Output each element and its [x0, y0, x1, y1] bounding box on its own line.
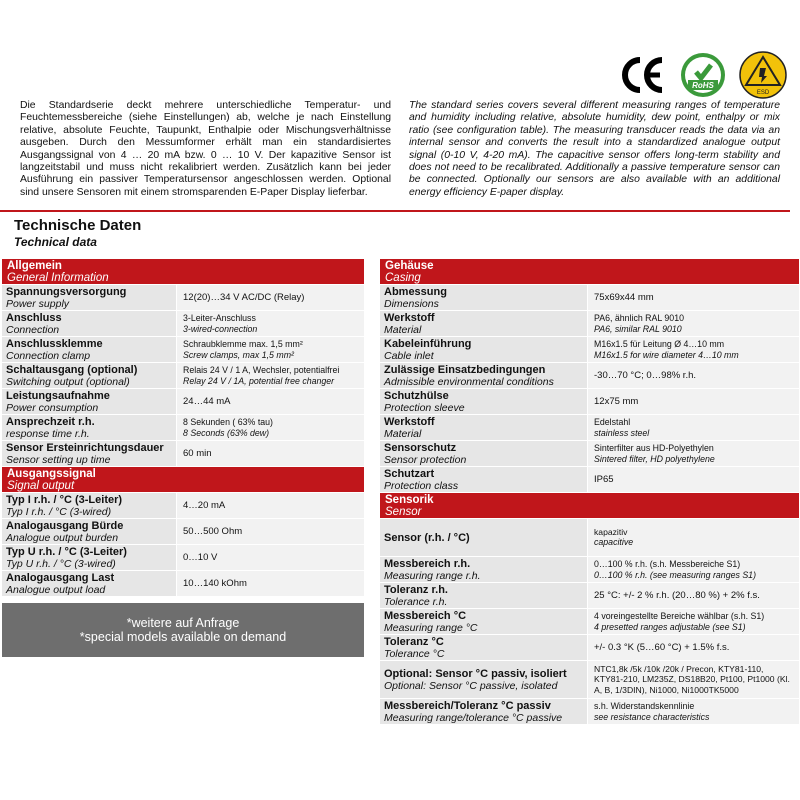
spec-label: [2, 311, 176, 336]
english-text: Optional: Sensor °C passive, isolated: [384, 679, 558, 692]
spec-value: [177, 571, 364, 596]
ce-mark-icon: [618, 50, 668, 100]
value-primary: 25 °C: +/- 2 % r.h. (20…80 %) + 2% f.s.: [594, 590, 760, 601]
spec-value: [588, 467, 799, 492]
value-secondary: 3-wired-connection: [183, 323, 258, 334]
english-text: Protection sleeve: [384, 402, 465, 414]
intro-english: The standard series covers several different measuring ranges of temperature and humidity including relative, absolute humidity, dew point, enthalpy or mix ratio (see configuration table). The measuring transducer reads the data via an internal sensor and converts the result into a standardized analogue output signal (0-10 V, 4-20 mA). The capacitive sensor offers long-term stability and does not need to be recalibrated. Additionally a passive temperature sensor can be connected. Optionally our sensors are also available with an additional energy efficiency E-paper display.: [409, 100, 780, 198]
english-text: Tolerance r.h.: [384, 596, 448, 608]
english-text: Cable inlet: [384, 350, 434, 362]
value-secondary: see resistance characteristics: [594, 711, 710, 722]
value-primary: Schraubklemme max. 1,5 mm²: [183, 338, 303, 349]
english-text: response time r.h.: [6, 428, 90, 440]
spec-value: [588, 635, 799, 660]
spec-row-material: [380, 311, 799, 337]
german-text: Sensorik: [385, 494, 434, 506]
spec-label: [380, 389, 587, 414]
value-primary: Edelstahl: [594, 416, 631, 427]
spec-row-output-load: [2, 571, 364, 597]
german-text: Messbereich/Toleranz °C passiv: [384, 700, 551, 712]
value-secondary: PA6, similar RAL 9010: [594, 323, 682, 334]
spec-label: [380, 311, 587, 336]
value-primary: IP65: [594, 474, 614, 485]
value-secondary: Screw clamps, max 1,5 mm²: [183, 349, 294, 360]
esd-warning-icon: [738, 50, 788, 100]
spec-label: [380, 583, 587, 608]
german-text: Messbereich r.h.: [384, 558, 471, 570]
german-text: Messbereich °C: [384, 610, 467, 622]
value-primary: 8 Sekunden ( 63% tau): [183, 416, 273, 427]
english-text: Analogue output load: [6, 584, 106, 596]
spec-value: [588, 557, 799, 582]
spec-row-protection-class: [380, 467, 799, 493]
spec-label: [380, 699, 587, 724]
spec-label: [380, 635, 587, 660]
spec-value: [588, 311, 799, 336]
spec-label: [380, 363, 587, 388]
section-heading: [14, 218, 141, 249]
english-text: Typ U r.h. / °C (3-wired): [6, 558, 116, 570]
english-text: Sensor setting up time: [6, 454, 111, 466]
english-text: Switching output (optional): [6, 376, 130, 388]
special-models-note: [2, 603, 364, 657]
spec-row-tolerance-rh: [380, 583, 799, 609]
value-primary: 0…10 V: [183, 552, 218, 563]
spec-label: [380, 557, 587, 582]
german-text: Schutzhülse: [384, 390, 449, 402]
value-secondary: 8 Seconds (63% dew): [183, 427, 270, 438]
spec-row-passive-range: [380, 699, 799, 725]
spec-row-type-u: [2, 545, 364, 571]
value-secondary: Relay 24 V / 1A, potential free changer: [183, 375, 335, 386]
english-text: Material: [384, 324, 422, 336]
spec-row-sensor-protection: [380, 441, 799, 467]
value-primary: kapazitiv: [594, 526, 628, 537]
spec-value: [177, 337, 364, 362]
german-text: Sensor Ersteinrichtungsdauer: [6, 442, 164, 454]
spec-row-cable-inlet: [380, 337, 799, 363]
german-text: Analogausgang Bürde: [6, 520, 124, 532]
german-text: Optional: Sensor °C passiv, isoliert: [384, 667, 567, 680]
value-primary: NTC1,8k /5k /10k /20k / Precon, KTY81-110, KTY81-210, LM235Z, DS18B20, Pt100, Pt1000 (Kl. A, B, 1/3DIN), Ni1000, Ni1000TK5000: [594, 663, 790, 695]
german-text: Schaltausgang (optional): [6, 364, 138, 376]
certification-logos: [618, 50, 788, 100]
spec-value: [177, 363, 364, 388]
value-primary: -30…70 °C; 0…98% r.h.: [594, 370, 697, 381]
spec-value: [177, 389, 364, 414]
english-text: Analogue output burden: [6, 532, 119, 544]
spec-label: [380, 285, 587, 310]
value-secondary: Sintered filter, HD polyethylene: [594, 453, 715, 464]
text: *weitere auf Anfrage: [126, 616, 240, 630]
spec-row-connection-clamp: [2, 337, 364, 363]
spec-row-output-burden: [2, 519, 364, 545]
german-text: Spannungsversorgung: [6, 286, 127, 298]
spec-row-range-temp: [380, 609, 799, 635]
value-primary: s.h. Widerstandskennlinie: [594, 700, 695, 711]
spec-value: [588, 285, 799, 310]
english-text: Protection class: [384, 480, 459, 492]
english-text: Measuring range °C: [384, 622, 478, 634]
spec-label: [2, 493, 176, 518]
english-text: Sensor: [385, 506, 422, 518]
value-secondary: stainless steel: [594, 427, 650, 438]
value-primary: 4 voreingestellte Bereiche wählbar (s.h. S1): [594, 610, 765, 621]
value-primary: +/- 0.3 °K (5…60 °C) + 1.5% f.s.: [594, 642, 730, 653]
german-text: Anschlussklemme: [6, 338, 103, 350]
value-primary: 0…100 % r.h. (s.h. Messbereiche S1): [594, 558, 741, 569]
spec-value: [177, 285, 364, 310]
spec-label: [2, 415, 176, 440]
english-text: Dimensions: [384, 298, 439, 310]
value-primary: 50…500 Ohm: [183, 526, 243, 537]
english-text: Signal output: [7, 480, 75, 492]
spec-row-protection-sleeve: [380, 389, 799, 415]
spec-label: [380, 415, 587, 440]
intro-german: Die Standardserie deckt mehrere unterschiedliche Temperatur- und Feuchtemessbereiche (siehe Einstellungen) ab, welche je nach Einstellung relative, absolute Feuchte, Taupunkt, Enthalpie oder Mischungsverhältnisse ausgeben. Durch den Messumformer erhält man ein standardisiertes Ausgangssignal von 4 … 20 mA bzw. 0 … 10 V. Der kapazitive Sensor ist langzeitstabil und muss nicht rekalibriert werden. Zusätzlich kann bei jeder Ausführung ein passiver Temperatursensor angeschlossen werden. Optional sind unsere Sensoren mit einem stromsparenden E-Paper Display lieferbar.: [20, 100, 391, 198]
spec-value: [177, 493, 364, 518]
english-text: Measuring range/tolerance °C passive: [384, 712, 563, 724]
spec-value: [588, 609, 799, 634]
spec-label: [380, 337, 587, 362]
spec-label: [2, 389, 176, 414]
spec-row-type-i: [2, 493, 364, 519]
spec-row-tolerance-temp: [380, 635, 799, 661]
spec-row-environment: [380, 363, 799, 389]
spec-row-setup-time: [2, 441, 364, 467]
german-text: Zulässige Einsatzbedingungen: [384, 364, 546, 376]
text: *special models available on demand: [79, 630, 287, 644]
svg-text:ESD: ESD: [756, 90, 770, 96]
spec-value: [177, 311, 364, 336]
casing-header: [380, 259, 799, 285]
value-primary: 12x75 mm: [594, 396, 639, 407]
english-text: Power supply: [6, 298, 70, 310]
spec-value: [588, 337, 799, 362]
spec-label: [2, 363, 176, 388]
spec-label: [2, 545, 176, 570]
spec-row-response-time: [2, 415, 364, 441]
german-text: Ausgangssignal: [7, 468, 96, 480]
spec-row-power-supply: [2, 285, 364, 311]
general-header: [2, 259, 364, 285]
spec-label: [380, 467, 587, 492]
german-text: Kabeleinführung: [384, 338, 472, 350]
german-text: Ansprechzeit r.h.: [6, 416, 95, 428]
spec-row-power-consumption: [2, 389, 364, 415]
spec-row-connection: [2, 311, 364, 337]
value-primary: M16x1.5 für Leitung Ø 4…10 mm: [594, 338, 725, 349]
value-primary: Sinterfilter aus HD-Polyethylen: [594, 442, 714, 453]
english-text: Tolerance °C: [384, 648, 445, 660]
value-primary: 12(20)…34 V AC/DC (Relay): [183, 292, 305, 303]
value-secondary: 4 presetted ranges adjustable (see S1): [594, 621, 746, 632]
spec-label: [380, 441, 587, 466]
english-text: Casing: [385, 272, 421, 284]
spec-value: [588, 519, 799, 556]
value-primary: 10…140 kOhm: [183, 578, 247, 589]
section-title-en: Technical data: [14, 235, 97, 249]
spec-row-range-rh: [380, 557, 799, 583]
value-secondary: capacitive: [594, 537, 634, 548]
german-text: Leistungsaufnahme: [6, 390, 110, 402]
spec-value: [588, 441, 799, 466]
english-text: General Information: [7, 272, 109, 284]
value-secondary: 0…100 % r.h. (see measuring ranges S1): [594, 569, 757, 580]
value-secondary: M16x1.5 for wire diameter 4…10 mm: [594, 349, 739, 360]
spec-value: [177, 519, 364, 544]
svg-text:RoHS: RoHS: [692, 81, 714, 90]
value-primary: 24…44 mA: [183, 396, 231, 407]
spec-value: [588, 699, 799, 724]
intro-text: [20, 100, 780, 199]
rohs-logo-icon: [678, 50, 728, 100]
value-primary: 60 min: [183, 448, 212, 459]
german-text: Anschluss: [6, 312, 62, 324]
spec-label: [2, 571, 176, 596]
german-text: Allgemein: [7, 260, 62, 272]
english-text: Admissible environmental conditions: [384, 376, 554, 388]
spec-value: [177, 441, 364, 466]
value-primary: 3-Leiter-Anschluss: [183, 312, 256, 323]
section-divider: [0, 210, 790, 212]
value-primary: 4…20 mA: [183, 500, 226, 511]
english-text: Sensor protection: [384, 454, 467, 466]
german-text: Typ U r.h. / °C (3-Leiter): [6, 546, 127, 558]
spec-label: [380, 661, 587, 698]
german-text: Typ I r.h. / °C (3-Leiter): [6, 494, 123, 506]
spec-value: [588, 583, 799, 608]
german-text: Werkstoff: [384, 312, 435, 324]
spec-row-dimensions: [380, 285, 799, 311]
section-title-de: Technische Daten: [14, 217, 142, 234]
german-text: Toleranz r.h.: [384, 584, 448, 596]
spec-value: [588, 415, 799, 440]
german-text: Sensorschutz: [384, 442, 457, 454]
left-column: [2, 259, 364, 657]
german-text: Toleranz °C: [384, 636, 444, 648]
spec-row-passive-sensor: [380, 661, 799, 699]
german-text: Analogausgang Last: [6, 572, 115, 584]
english-text: Typ I r.h. / °C (3-wired): [6, 506, 112, 518]
spec-label: [2, 441, 176, 466]
spec-value: [588, 363, 799, 388]
english-text: Connection clamp: [6, 350, 91, 362]
spec-row-switching-output: [2, 363, 364, 389]
spec-label: [2, 519, 176, 544]
german-text: Schutzart: [384, 468, 435, 480]
english-text: Connection: [6, 324, 60, 336]
spec-label: [2, 337, 176, 362]
german-text: Abmessung: [384, 286, 447, 298]
english-text: Measuring range r.h.: [384, 570, 481, 582]
value-primary: 75x69x44 mm: [594, 292, 654, 303]
right-column: [380, 259, 799, 725]
sensor-header: [380, 493, 799, 519]
spec-value: [177, 415, 364, 440]
spec-row-sleeve-material: [380, 415, 799, 441]
spec-label: [380, 519, 587, 556]
value-primary: PA6, ähnlich RAL 9010: [594, 312, 684, 323]
english-text: Power consumption: [6, 402, 99, 414]
spec-value: [588, 661, 799, 698]
spec-row-sensor-type: [380, 519, 799, 557]
german-text: Sensor (r.h. / °C): [384, 531, 470, 544]
english-text: Material: [384, 428, 422, 440]
spec-value: [177, 545, 364, 570]
value-primary: Relais 24 V / 1 A, Wechsler, potentialfrei: [183, 364, 340, 375]
german-text: Werkstoff: [384, 416, 435, 428]
german-text: Gehäuse: [385, 260, 434, 272]
output-header: [2, 467, 364, 493]
spec-label: [2, 285, 176, 310]
spec-value: [588, 389, 799, 414]
spec-label: [380, 609, 587, 634]
